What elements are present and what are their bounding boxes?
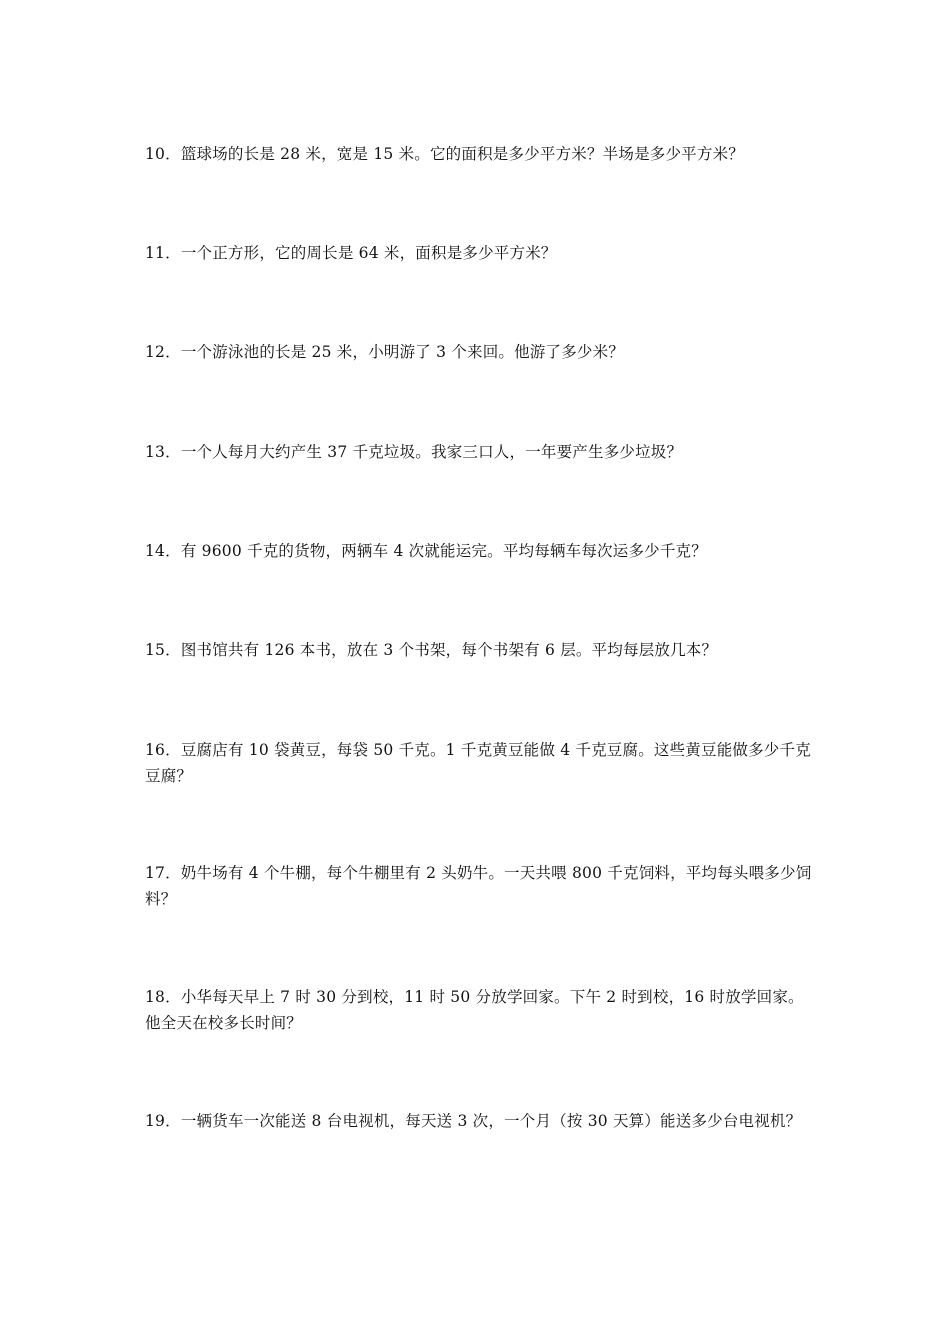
question-19 bbox=[145, 1108, 817, 1134]
question-number: 12． bbox=[145, 343, 181, 361]
question-text: 小华每天早上 7 时 30 分到校，11 时 50 分放学回家。下午 2 时到校，16 时放学回家。他全天在校多长时间？ bbox=[145, 988, 804, 1032]
question-text: 一个正方形，它的周长是 64 米，面积是多少平方米？ bbox=[180, 244, 557, 262]
question-number: 14． bbox=[145, 542, 181, 560]
question-text: 一个游泳池的长是 25 米，小明游了 3 个来回。他游了多少米？ bbox=[180, 343, 625, 361]
question-17 bbox=[145, 860, 817, 912]
question-text: 一个人每月大约产生 37 千克垃圾。我家三口人，一年要产生多少垃圾？ bbox=[180, 443, 683, 461]
question-text: 有 9600 千克的货物，两辆车 4 次就能运完。平均每辆车每次运多少千克？ bbox=[180, 542, 707, 560]
question-10 bbox=[145, 141, 817, 167]
question-text: 图书馆共有 126 本书，放在 3 个书架，每个书架有 6 层。平均每层放几本？ bbox=[180, 641, 718, 659]
question-number: 15． bbox=[145, 641, 181, 659]
question-text: 奶牛场有 4 个牛棚，每个牛棚里有 2 头奶牛。一天共喂 800 千克饲料，平均每头喂多少饲料？ bbox=[145, 864, 812, 908]
question-15 bbox=[145, 637, 817, 663]
question-text: 一辆货车一次能送 8 台电视机，每天送 3 次，一个月（按 30 天算）能送多少台电视机？ bbox=[180, 1112, 802, 1130]
question-13 bbox=[145, 439, 817, 465]
question-16 bbox=[145, 737, 817, 789]
question-number: 16． bbox=[145, 741, 181, 759]
question-number: 18． bbox=[145, 988, 181, 1006]
question-text: 豆腐店有 10 袋黄豆，每袋 50 千克。1 千克黄豆能做 4 千克豆腐。这些黄豆能做多少千克豆腐？ bbox=[145, 741, 811, 785]
question-text: 篮球场的长是 28 米，宽是 15 米。它的面积是多少平方米？半场是多少平方米？ bbox=[180, 145, 744, 163]
question-number: 10． bbox=[145, 145, 181, 163]
question-number: 17． bbox=[145, 864, 181, 882]
question-11 bbox=[145, 240, 817, 266]
question-number: 13． bbox=[145, 443, 181, 461]
question-number: 19． bbox=[145, 1112, 181, 1130]
question-number: 11． bbox=[145, 244, 181, 262]
question-18 bbox=[145, 984, 817, 1036]
question-12 bbox=[145, 339, 817, 365]
question-14 bbox=[145, 538, 817, 564]
